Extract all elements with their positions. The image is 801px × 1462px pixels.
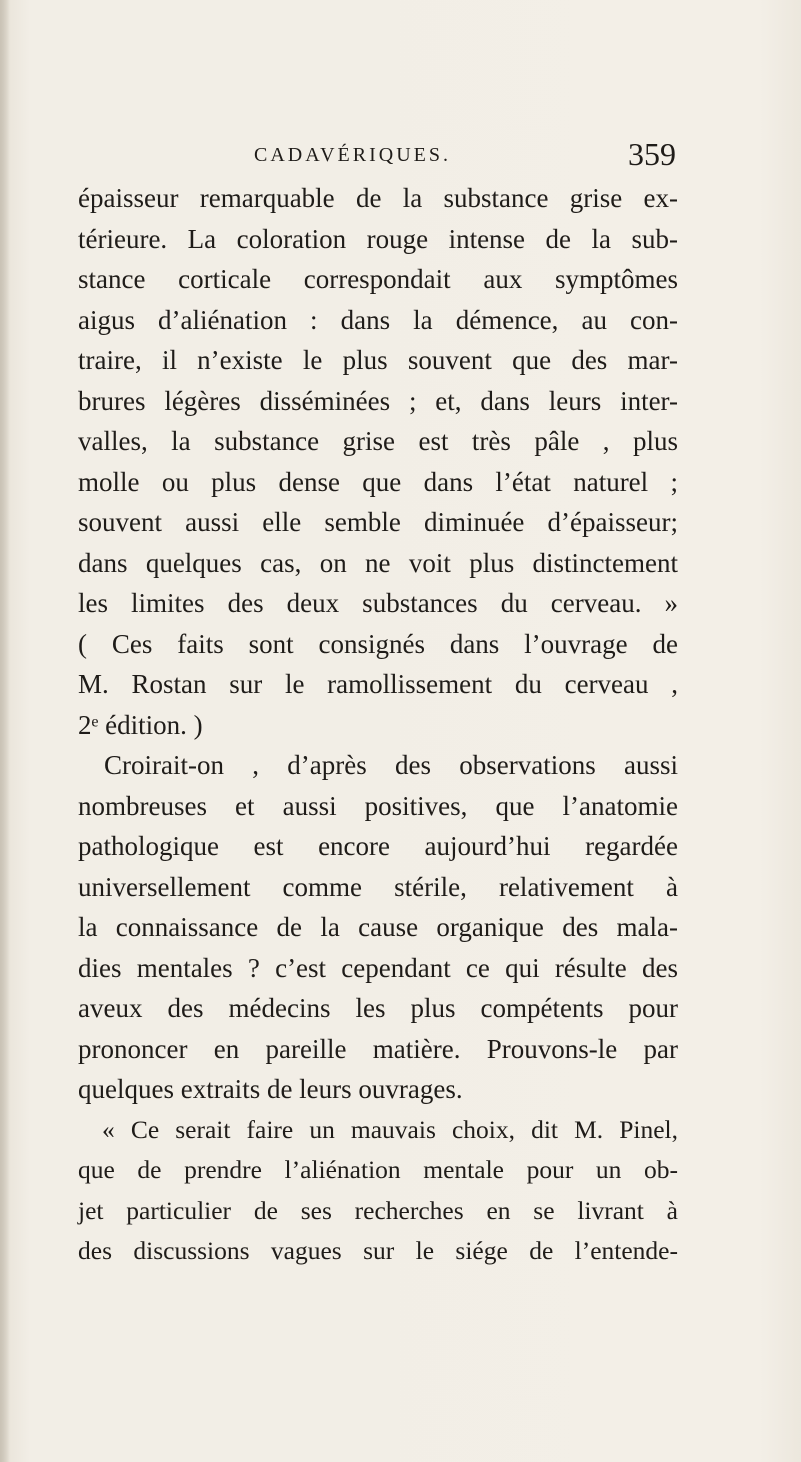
text-line: quelques extraits de leurs ouvrages. — [78, 1074, 463, 1104]
text-line: la connaissance de la cause organique des mala- — [78, 912, 678, 942]
quote-line: des discussions vagues sur le siége de l’entende- — [78, 1236, 678, 1265]
text-line: aveux des médecins les plus compétents pour — [78, 993, 678, 1023]
text-line: traire, il n’existe le plus souvent que des mar- — [78, 345, 678, 375]
text-line: prononcer en pareille matière. Prouvons-le par — [78, 1033, 678, 1064]
text-line: souvent aussi elle semble diminuée d’épaisseur; — [78, 507, 678, 537]
text-line: universellement comme stérile, relativement à — [78, 871, 678, 902]
body-text — [78, 178, 678, 1272]
text-line: ( Ces faits sont consignés dans l’ouvrage de — [78, 628, 678, 659]
text-line: nombreuses et aussi positives, que l’anatomie — [78, 790, 678, 821]
text-line: pathologique est encore aujourd’hui regardée — [78, 831, 678, 861]
text-line: térieure. La coloration rouge intense de la sub- — [78, 223, 678, 254]
text-line: 2ᵉ édition. ) — [78, 709, 203, 740]
running-head: CADAVÉRIQUES. — [254, 144, 451, 166]
text-line: épaisseur remarquable de la substance grise ex- — [78, 183, 678, 213]
page-number: 359 — [628, 136, 676, 172]
text-line: molle ou plus dense que dans l’état naturel ; — [78, 466, 678, 497]
text-line: M. Rostan sur le ramollissement du cerveau , — [78, 669, 678, 699]
text-line: aigus d’aliénation : dans la démence, au con- — [78, 304, 678, 335]
text-line: brures légères disséminées ; et, dans leurs inter- — [78, 385, 678, 416]
quote-line: « Ce serait faire un mauvais choix, dit M. Pinel, — [102, 1114, 678, 1144]
text-line: dies mentales ? c’est cependant ce qui résulte des — [78, 952, 678, 983]
text-line: dans quelques cas, on ne voit plus distinctement — [78, 547, 678, 578]
quote-line: jet particulier de ses recherches en se livrant à — [78, 1195, 678, 1225]
text-line: stance corticale correspondait aux symptômes — [78, 264, 678, 294]
text-line: les limites des deux substances du cerveau. » — [78, 588, 678, 618]
text-line: Croirait-on , d’après des observations aussi — [104, 750, 678, 780]
page-header — [78, 136, 676, 178]
quote-line: que de prendre l’aliénation mentale pour un ob- — [78, 1155, 678, 1184]
binding-shadow — [0, 0, 10, 1462]
text-line: valles, la substance grise est très pâle , plus — [78, 426, 678, 456]
